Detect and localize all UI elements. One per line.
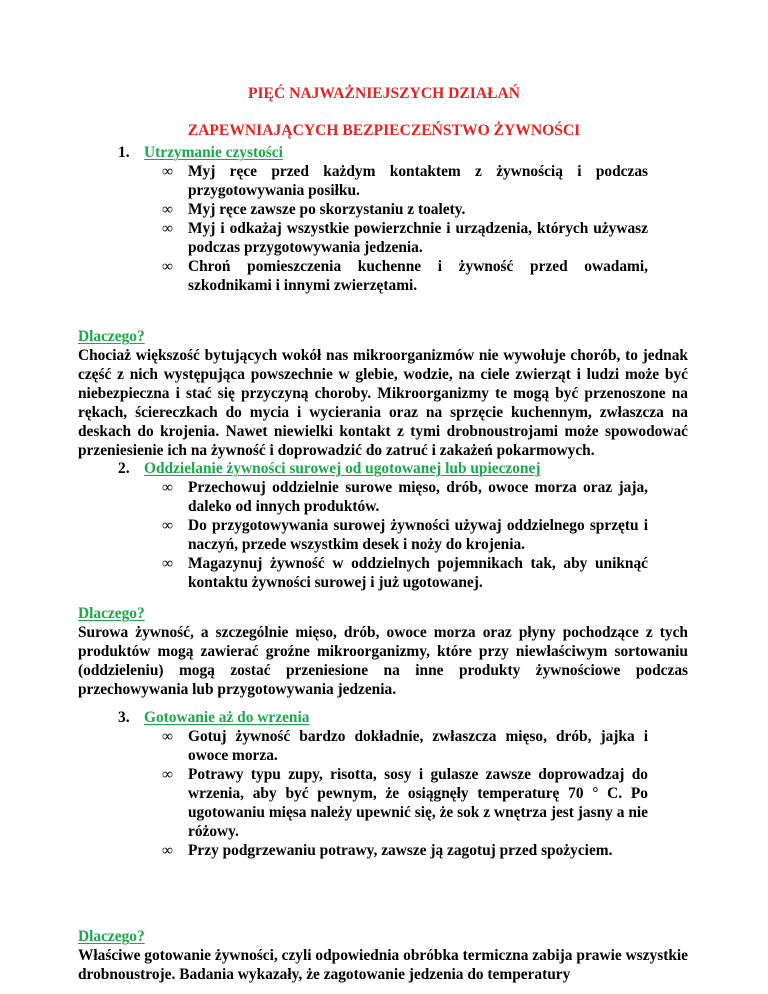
bullet-item bbox=[118, 765, 648, 841]
section-heading bbox=[118, 708, 648, 727]
bullet-text: Magazynuj żywność w oddzielnych pojemnikach tak, aby uniknąć kontaktu żywności surowej i już ugotowanej. bbox=[188, 555, 648, 591]
bullet-item bbox=[118, 516, 648, 554]
section-title: Utrzymanie czystości bbox=[144, 144, 283, 161]
bullet-text: Potrawy typu zupy, risotta, sosy i gulasze zawsze doprowadzaj do wrzenia, aby być pewnym, że osiągnęły temperaturę 70 ° C. Po ugotowaniu mięsa należy upewnić się, że sok z wnętrza jest jasny a nie różowy. bbox=[188, 766, 648, 840]
bullet-text: Przechowuj oddzielnie surowe mięso, drób, owoce morza oraz jaja, daleko od innych produktów. bbox=[188, 479, 648, 515]
section-title: Oddzielanie żywności surowej od ugotowanej lub upieczonej bbox=[144, 460, 541, 477]
infinity-bullet-icon: ∞ bbox=[162, 766, 173, 783]
section-heading bbox=[118, 459, 648, 478]
why-heading: Dlaczego? bbox=[78, 605, 145, 622]
section-2 bbox=[118, 459, 648, 592]
bullet-text: Gotuj żywność bardzo dokładnie, zwłaszcza mięso, drób, jajka i owoce morza. bbox=[188, 728, 648, 764]
section-3 bbox=[118, 708, 648, 860]
bullet-list bbox=[118, 727, 648, 860]
bullet-list bbox=[118, 162, 648, 295]
document-title-line2: ZAPEWNIAJĄCYCH BEZPIECZEŃSTWO ŻYWNOŚCI bbox=[187, 122, 581, 139]
why-paragraph: Właściwe gotowanie żywności, czyli odpowiednia obróbka termiczna zabija prawie wszystkie drobnoustroje. Badania wykazały, że zagotowanie jedzenia do temperatury bbox=[78, 947, 688, 983]
bullet-text: Przy podgrzewaniu potrawy, zawsze ją zagotuj przed spożyciem. bbox=[188, 842, 613, 859]
infinity-bullet-icon: ∞ bbox=[162, 258, 173, 275]
infinity-bullet-icon: ∞ bbox=[162, 555, 173, 572]
document-title-line1: PIĘĆ NAJWAŻNIEJSZYCH DZIAŁAŃ bbox=[247, 85, 521, 102]
bullet-item bbox=[118, 727, 648, 765]
section-1 bbox=[118, 143, 648, 295]
section-number: 1. bbox=[118, 144, 130, 161]
bullet-item bbox=[118, 841, 648, 860]
section-number: 2. bbox=[118, 460, 130, 477]
why-block-2 bbox=[78, 604, 688, 699]
section-heading bbox=[118, 143, 648, 162]
why-block-1 bbox=[78, 327, 688, 460]
bullet-item bbox=[118, 162, 648, 200]
why-paragraph: Chociaż większość bytujących wokół nas mikroorganizmów nie wywołuje chorób, to jednak część z nich występująca powszechnie w glebie, wodzie, na ciele zwierząt i ludzi może być niebezpieczna i stać się przyczyną choroby. Mikroorganizmy te mogą być przenoszone na rękach, ściereczkach do mycia i wycierania oraz na sprzęcie kuchennym, zwłaszcza na deskach do krojenia. Nawet niewielki kontakt z tymi drobnoustrojami może spowodować przeniesienie ich na żywność i doprowadzić do zatruć i zakażeń pokarmowych. bbox=[78, 347, 688, 459]
bullet-item bbox=[118, 200, 648, 219]
why-block-3 bbox=[78, 927, 688, 984]
bullet-text: Chroń pomieszczenia kuchenne i żywność przed owadami, szkodnikami i innymi zwierzętami. bbox=[188, 258, 648, 294]
bullet-item bbox=[118, 219, 648, 257]
why-heading: Dlaczego? bbox=[78, 328, 145, 345]
infinity-bullet-icon: ∞ bbox=[162, 728, 173, 745]
infinity-bullet-icon: ∞ bbox=[162, 517, 173, 534]
infinity-bullet-icon: ∞ bbox=[162, 201, 173, 218]
bullet-item bbox=[118, 257, 648, 295]
bullet-text: Myj ręce zawsze po skorzystaniu z toalety. bbox=[188, 201, 466, 218]
bullet-list bbox=[118, 478, 648, 592]
bullet-item bbox=[118, 554, 648, 592]
infinity-bullet-icon: ∞ bbox=[162, 842, 173, 859]
bullet-item bbox=[118, 478, 648, 516]
infinity-bullet-icon: ∞ bbox=[162, 163, 173, 180]
section-number: 3. bbox=[118, 709, 130, 726]
infinity-bullet-icon: ∞ bbox=[162, 220, 173, 237]
bullet-text: Do przygotowywania surowej żywności używaj oddzielnego sprzętu i naczyń, przede wszystkim desek i noży do krojenia. bbox=[188, 517, 648, 553]
why-paragraph: Surowa żywność, a szczególnie mięso, drób, owoce morza oraz płyny pochodzące z tych produktów mogą zawierać groźne mikroorganizmy, które przy niewłaściwym sortowaniu (oddzieleniu) mogą zostać przeniesione na inne produkty żywnościowe podczas przechowywania lub przygotowywania jedzenia. bbox=[78, 624, 688, 698]
why-heading: Dlaczego? bbox=[78, 928, 145, 945]
section-title: Gotowanie aż do wrzenia bbox=[144, 709, 310, 726]
bullet-text: Myj ręce przed każdym kontaktem z żywnością i podczas przygotowywania posiłku. bbox=[188, 163, 648, 199]
infinity-bullet-icon: ∞ bbox=[162, 479, 173, 496]
bullet-text: Myj i odkażaj wszystkie powierzchnie i urządzenia, których używasz podczas przygotowywania jedzenia. bbox=[188, 220, 648, 256]
